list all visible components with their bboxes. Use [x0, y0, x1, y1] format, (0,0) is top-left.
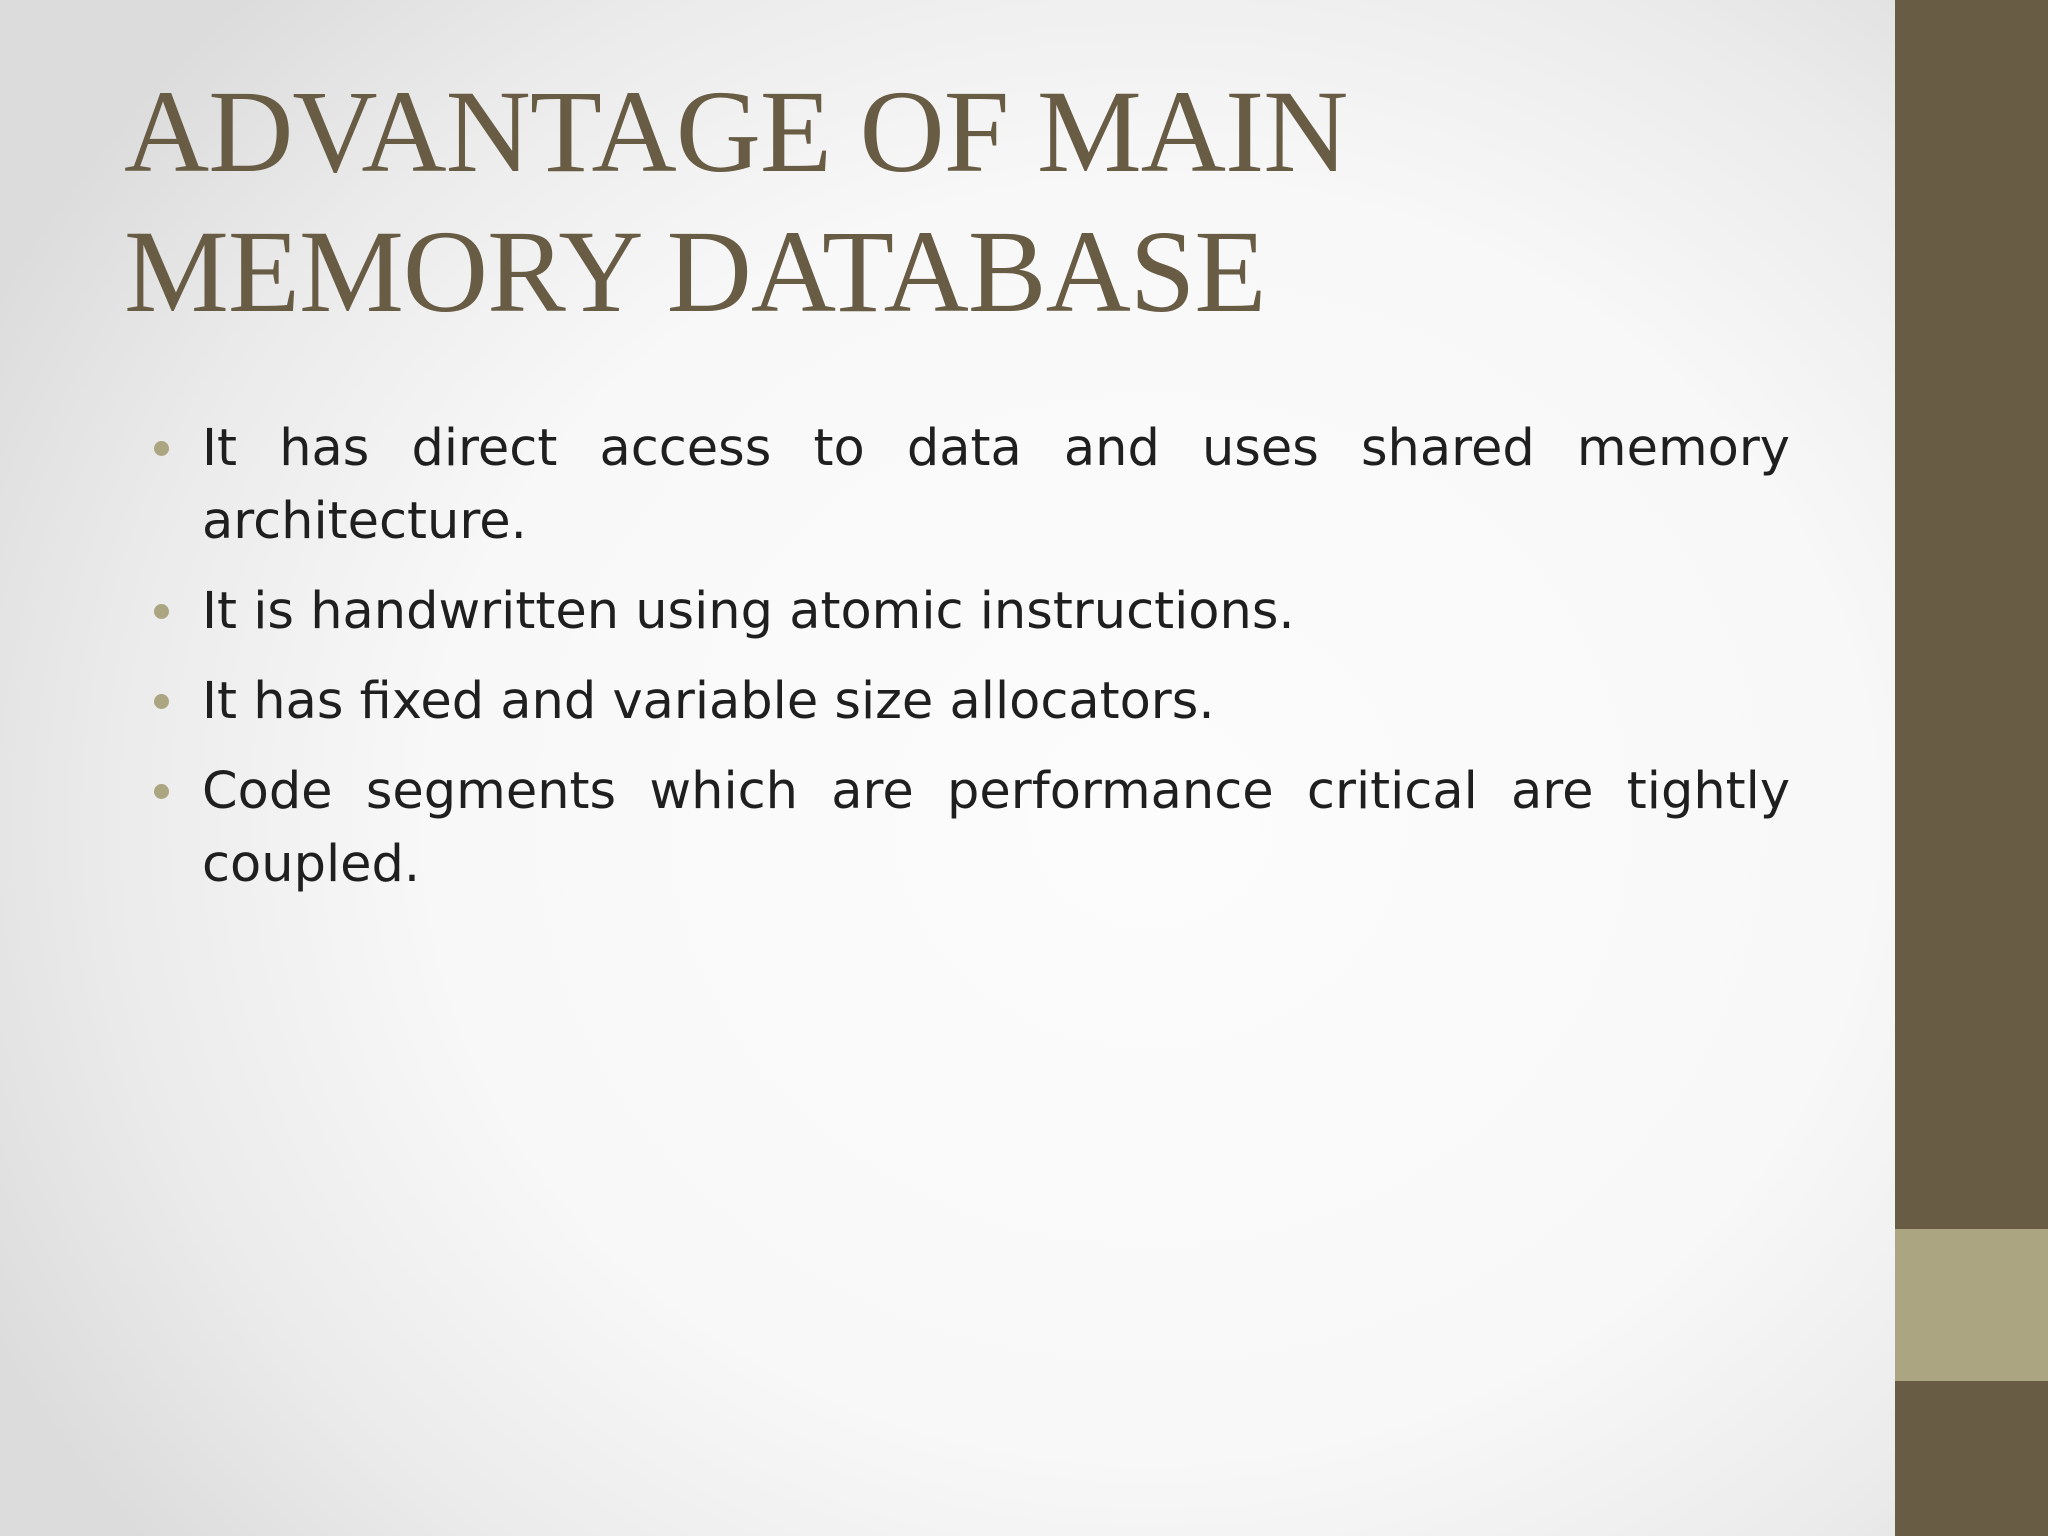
bullet-item — [150, 755, 1790, 901]
bullet-text: It has fixed and variable size allocators. — [202, 672, 1215, 731]
bullet-list — [150, 412, 1790, 918]
slide-title: ADVANTAGE OF MAIN MEMORY DATABASE — [124, 66, 1348, 337]
bullet-text: It has direct access to data and uses shared memory architecture. — [202, 419, 1790, 551]
bullet-dot-icon — [154, 784, 169, 799]
side-bar-accent — [1895, 1229, 2048, 1381]
bullet-item — [150, 412, 1790, 558]
bullet-item — [150, 575, 1790, 648]
bullet-text: It is handwritten using atomic instructions. — [202, 582, 1295, 641]
bullet-text: Code segments which are performance critical are tightly coupled. — [202, 762, 1790, 894]
bullet-dot-icon — [154, 604, 169, 619]
bullet-dot-icon — [154, 441, 169, 456]
bullet-dot-icon — [154, 694, 169, 709]
bullet-item — [150, 665, 1790, 738]
